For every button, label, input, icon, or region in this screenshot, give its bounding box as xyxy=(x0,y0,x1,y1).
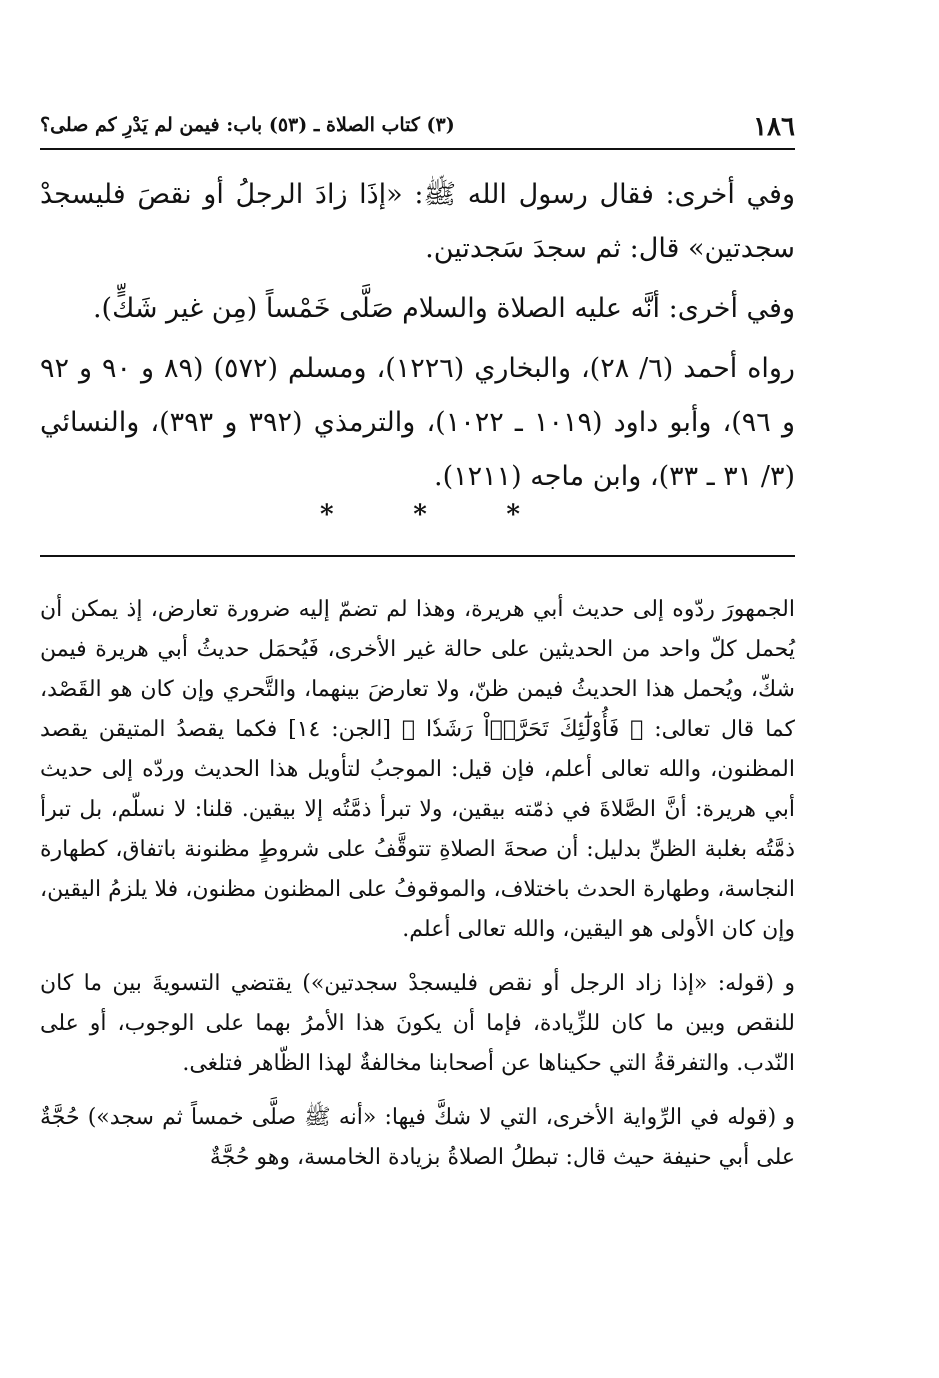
asterisk-middle: * xyxy=(413,500,427,530)
takhrij-paragraph: رواه أحمد (٦/ ٢٨)، والبخاري (١٢٢٦)، ومسلم (٥٧٢) (٨٩ و ٩٠ و ٩٢ و ٩٦)، وأبو داود (١٠١٩ ـ ١٠٢٢)، والترمذي (٣٩٢ و ٣٩٣)، والنسائي (٣/ ٣١ ـ ٣٣)، وابن ماجه (١٢١١). xyxy=(40,353,795,492)
hadith-paragraph-1: وفي أخرى: فقال رسول الله ﷺ: «إذَا زادَ الرجلُ أو نقصَ فليسجدْ سجدتين» قال: ثم سجدَ سَجدتين. xyxy=(40,179,795,264)
commentary-paragraph-1: الجمهورَ ردّوه إلى حديث أبي هريرة، وهذا لم تضمّ إليه ضرورة تعارض، إذ يمكن أن يُحمل كلّ واحد من الحديثين على حالة غير الأخرى، فَيُحمَل حديثُ أبي هريرة فيمن شكّ، ويُحمل هذا الحديثُ فيمن ظنّ، ولا تعارضَ بينهما، والتَّحري وإن كان هو القَصْد، كما قال تعالى: ﴿ فَأُوْلَٰٓئِكَ تَحَرَّوۡاْ رَشَدٗا ﴾ [الجن: ١٤] فكما يقصدُ المتيقن يقصد المظنون، والله تعالى أعلم، فإن قيل: الموجبُ لتأويل هذا الحديث وردّه إلى حديث أبي هريرة: أنَّ الصَّلاةَ في ذمّته بيقين، ولا تبرأ ذمَّتُه إلا بيقين. قلنا: لا نسلّم، بل تبرأ ذمَّتُه بغلبة الظنِّ بدليل: أن صحةَ الصلاةِ تتوقَّفُ على شروطٍ مظنونة باتفاق، كطهارة النجاسة، وطهارة الحدث باختلاف، والموقوفُ على المظنون مظنون، فلا يلزمُ اليقين، وإن كان الأولى هو اليقين، والله تعالى أعلم. xyxy=(40,597,795,942)
section-separator xyxy=(320,500,520,530)
commentary-rule xyxy=(40,555,795,557)
hadith-text xyxy=(40,168,795,504)
running-title: (٣) كتاب الصلاة ـ (٥٣) باب: فيمن لم يَدْرِ كم صلى؟ xyxy=(40,114,455,136)
commentary-paragraph-2: و (قوله: «إذا زاد الرجل أو نقص فليسجدْ سجدتين») يقتضي التسويةَ بين ما كان للنقص وبين ما كان للزِّيادة، فإما أن يكونَ هذا الأمرُ بهما على الوجوب، أو على النّدب. والتفرقةُ التي حكيناها عن أصحابنا مخالفةٌ لهذا الظّاهر فتلغى. xyxy=(40,971,795,1076)
header-rule xyxy=(40,148,795,150)
asterisk-left: * xyxy=(320,500,334,530)
commentary-paragraph-3: و (قوله في الرِّواية الأخرى، التي لا شكَّ فيها: «أنه ﷺ صلَّى خمساً ثم سجد») حُجَّةٌ على أبي حنيفة حيث قال: تبطلُ الصلاةُ بزيادة الخامسة، وهو حُجَّةٌ xyxy=(40,1105,795,1170)
asterisk-right: * xyxy=(506,500,520,530)
hadith-paragraph-2: وفي أخرى: أنَّه عليه الصلاة والسلام صَلَّى خَمْساً (مِن غير شَكٍّ). xyxy=(92,293,795,324)
page-header xyxy=(40,108,795,148)
page-number: ١٨٦ xyxy=(753,112,795,142)
commentary-text xyxy=(40,590,795,1178)
